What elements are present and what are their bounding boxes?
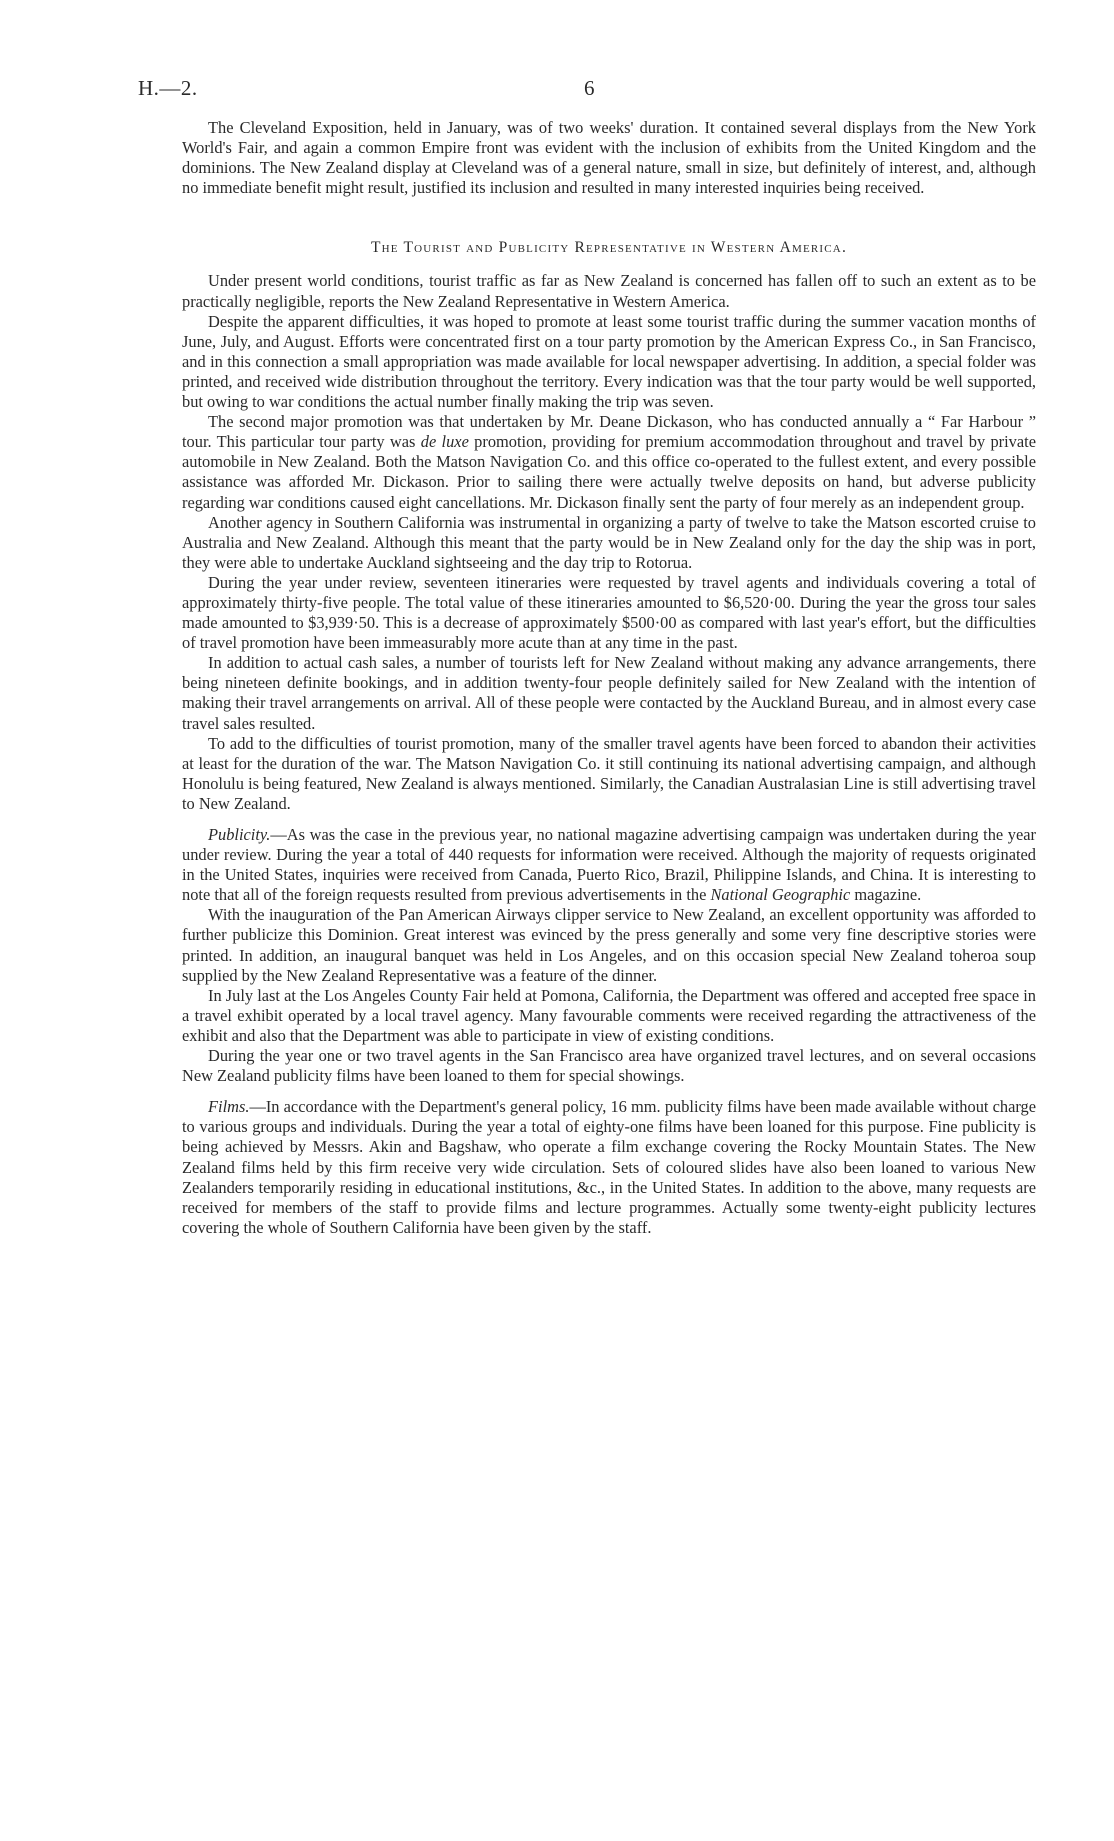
paragraph-summer-promotion: Despite the apparent difficulties, it was hoped to promote at least some tourist traffic during the summer vacation months of June, July, and August. Efforts were concentrated first on a tour party promotion by the American Express Co., in San Francisco, and in this connection a small appropriation was made available for local newspaper advertising. In addition, a special folder was printed, and received wide distribution throughout the territory. Every indication was that the tour party would be well supported, but owing to war conditions the actual number finally making the trip was seven. <box>182 311 1036 412</box>
paragraph-travel-lectures: During the year one or two travel agents in the San Francisco area have organized travel lectures, and on several occasions New Zealand publicity films have been loaned to them for special showings. <box>182 1046 1036 1086</box>
italic-phrase: National Geographic <box>710 885 851 905</box>
paragraph-cleveland-exposition: The Cleveland Exposition, held in January, was of two weeks' duration. It contained several displays from the New York World's Fair, and again a common Empire front was evident with the inclusion of exhibits from the United Kingdom and the dominions. The New Zealand display at Cleveland was of a general nature, small in size, but definitely of interest, and, although no immediate benefit might result, justified its inclusion and resulted in many interested inquiries being received. <box>182 118 1036 198</box>
text-run: —In accordance with the Department's general policy, 16 mm. publicity films have been made available without charge to various groups and individuals. During the year a total of eighty-one films have been loaned for this purpose. Fine publicity is being achieved by Messrs. Akin and Bagshaw, who operate a film exchange covering the Rocky Mountain States. The New Zealand films held by this firm receive very wide circulation. Sets of coloured slides have also been loaned to various New Zealanders temporarily residing in educational institutions, &c., in the United States. In addition to the above, many requests are received for members of the staff to provide films and lecture programmes. Actually some twenty-eight publicity lectures covering the whole of Southern California have been given by the staff. <box>182 1097 1036 1237</box>
paragraph-travel-agents: To add to the difficulties of tourist promotion, many of the smaller travel agents have been forced to abandon their activities at least for the duration of the war. The Matson Navigation Co. it still continuing its national advertising campaign, and although Honolulu is being featured, New Zealand is always mentioned. Similarly, the Canadian Australasian Line is still advertising travel to New Zealand. <box>182 733 1036 813</box>
paragraph-world-conditions: Under present world conditions, tourist traffic as far as New Zealand is concerned has fallen off to such an extent as to be practically negligible, reports the New Zealand Representative in Western America. <box>182 271 1036 311</box>
run-in-heading-publicity: Publicity. <box>208 825 271 844</box>
document-reference: H.—2. <box>138 76 198 100</box>
paragraph-matson-cruise: Another agency in Southern California was instrumental in organizing a party of twelve to take the Matson escorted cruise to Australia and New Zealand. Although this meant that the party would be in New Zealand only for the day the ship was in port, they were able to undertake Auckland sightseeing and the day trip to Rotorua. <box>182 512 1036 572</box>
document-body <box>182 118 1036 1238</box>
italic-phrase: de luxe <box>420 432 469 452</box>
text-run: magazine. <box>850 885 922 905</box>
paragraph-itineraries: During the year under review, seventeen itineraries were requested by travel agents and individuals covering a total of approximately thirty-five people. The total value of these itineraries amounted to $6,520·00. During the year the gross tour sales made amounted to $3,939·50. This is a decrease of approximately $500·00 as compared with last year's effort, but the difficulties of travel promotion have been immeasurably more acute than at any time in the past. <box>182 572 1036 653</box>
text-run: The second major promotion was that undertaken by Mr. Deane Dickason, who has conducted annually a “ Far Harbour ” tour. This particular tour party was <box>182 412 1036 452</box>
paragraph-dickason-tour <box>182 412 1036 512</box>
paragraph-county-fair: In July last at the Los Angeles County Fair held at Pomona, California, the Department was offered and accepted free space in a travel exhibit operated by a local travel agency. Many favourable comments were received regarding the attractiveness of the exhibit and also that the Department was able to participate in view of existing conditions. <box>182 985 1036 1045</box>
paragraph-advance-arrangements: In addition to actual cash sales, a number of tourists left for New Zealand without making any advance arrangements, there being nineteen definite bookings, and in addition twenty-four people definitely sailed for New Zealand with the intention of making their travel arrangements on arrival. All of these people were contacted by the Auckland Bureau, and in almost every case travel sales resulted. <box>182 653 1036 733</box>
paragraph-publicity <box>182 825 1036 905</box>
text-run: —As was the case in the previous year, no national magazine advertising campaign was undertaken during the year under review. During the year a total of 440 requests for information were received. Although the majority of requests originated in the United States, inquiries were received from Canada, Puerto Rico, Brazil, Philippine Islands, and China. It is interesting to note that all of the foreign requests resulted from previous advertisements in the <box>182 825 1036 905</box>
page-number: 6 <box>584 76 595 100</box>
run-in-heading-films: Films. <box>208 1097 250 1117</box>
paragraph-films <box>182 1097 1036 1238</box>
paragraph-pan-american: With the inauguration of the Pan American Airways clipper service to New Zealand, an excellent opportunity was afforded to further publicize this Dominion. Great interest was evinced by the press generally and some very fine descriptive stories were printed. In addition, an inaugural banquet was held in Los Angeles, and on this occasion special New Zealand toheroa soup supplied by the New Zealand Representative was a feature of the dinner. <box>182 905 1036 985</box>
section-heading: The Tourist and Publicity Representative in Western America. <box>370 239 848 257</box>
text-run: promotion, providing for premium accommodation throughout and travel by private automobile in New Zealand. Both the Matson Navigation Co. and this office co-operated to the fullest extent, and every possible assistance was afforded Mr. Dickason. Prior to sailing there were actually twelve deposits on hand, but adverse publicity regarding war conditions caused eight cancellations. Mr. Dickason finally sent the party of four merely as an independent group. <box>182 432 1036 512</box>
